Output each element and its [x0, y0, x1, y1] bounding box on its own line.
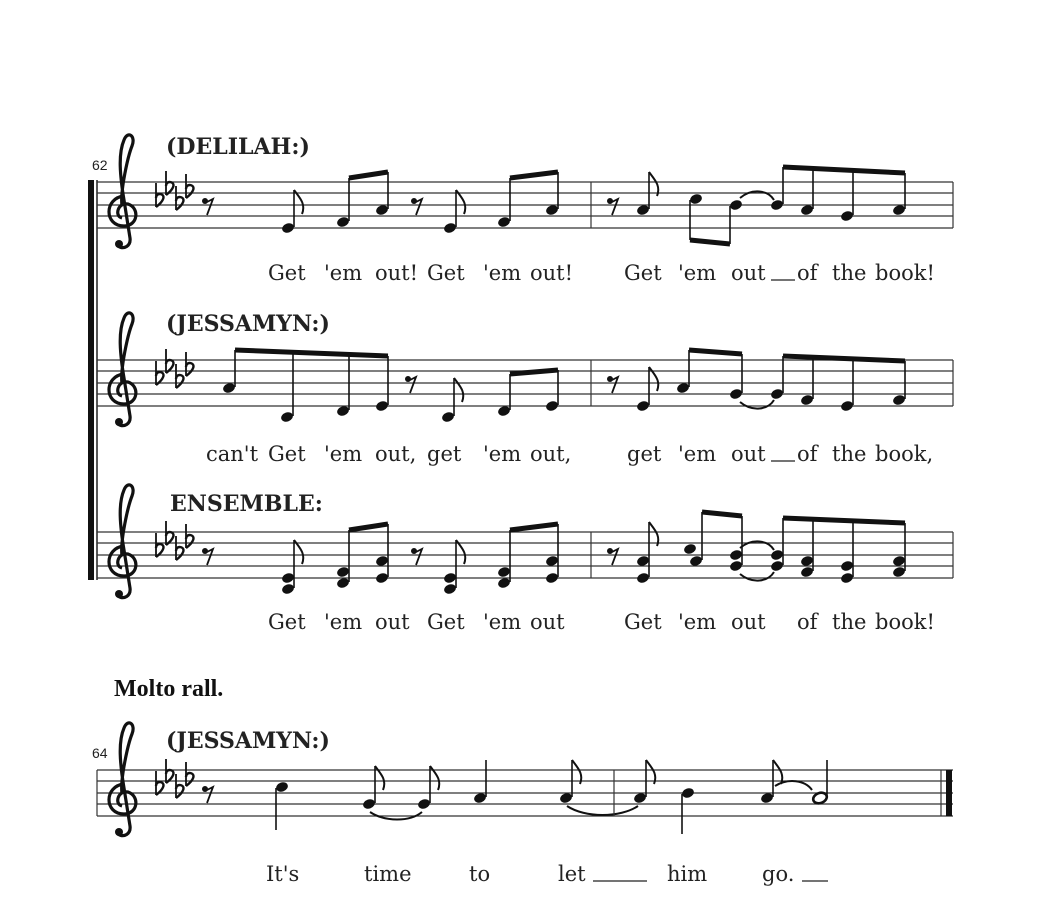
key-signature — [156, 521, 193, 560]
treble-clef-icon — [109, 485, 136, 598]
eighth-rest-icon — [202, 198, 213, 215]
lyrics — [268, 261, 935, 285]
lyrics — [268, 610, 935, 634]
lyric-syllable: book, — [875, 442, 934, 466]
lyric-syllable: Get — [624, 261, 662, 285]
lyric-syllable: of — [797, 610, 818, 634]
lyric-syllable: of — [797, 442, 818, 466]
tempo-marking: Molto rall. — [114, 676, 224, 702]
lyric-syllable: out, — [530, 442, 572, 466]
lyric-syllable: It's — [266, 862, 300, 886]
lyric-syllable: can't — [206, 442, 259, 466]
lyric-syllable: out! — [375, 261, 419, 285]
lyric-syllable: out — [731, 610, 766, 634]
lyric-syllable: Get — [427, 261, 465, 285]
lyric-syllable: to — [469, 862, 491, 886]
lyric-syllable: out — [375, 610, 410, 634]
lyric-syllable: Get — [268, 442, 306, 466]
lyric-syllable: the — [832, 442, 867, 466]
lyric-syllable: 'em — [483, 442, 522, 466]
lyric-syllable: him — [667, 862, 708, 886]
lyric-syllable: go. — [762, 862, 795, 886]
lyric-syllable: 'em — [678, 442, 717, 466]
final-barline — [946, 770, 952, 816]
staff-jessamyn-final — [97, 723, 953, 886]
lyric-syllable: 'em — [678, 261, 717, 285]
lyric-syllable: time — [364, 862, 412, 886]
lyric-syllable: book! — [875, 610, 935, 634]
voice-label: (JESSAMYN:) — [166, 728, 330, 754]
lyric-syllable: let — [558, 862, 586, 886]
lyric-syllable: out — [731, 442, 766, 466]
voice-label: ENSEMBLE: — [170, 491, 323, 517]
lyric-syllable: Get — [624, 610, 662, 634]
lyric-syllable: out! — [530, 261, 574, 285]
lyric-syllable: the — [832, 261, 867, 285]
key-signature — [156, 171, 193, 210]
lyric-syllable: of — [797, 261, 818, 285]
lyric-syllable: book! — [875, 261, 935, 285]
lyrics — [206, 442, 933, 466]
notes — [202, 512, 906, 595]
staff-jessamyn — [97, 311, 953, 466]
notes — [222, 350, 906, 423]
voice-label: (DELILAH:) — [166, 134, 310, 160]
lyric-syllable: 'em — [483, 261, 522, 285]
lyric-syllable: out — [731, 261, 766, 285]
notes — [202, 760, 828, 834]
lyric-syllable: the — [832, 610, 867, 634]
treble-clef-icon — [109, 313, 136, 426]
lyric-syllable: get — [427, 442, 462, 466]
lyric-syllable: Get — [427, 610, 465, 634]
key-signature — [156, 349, 193, 388]
treble-clef-icon — [109, 135, 136, 248]
treble-clef-icon — [109, 723, 136, 836]
lyric-syllable: out, — [375, 442, 417, 466]
lyric-syllable: Get — [268, 610, 306, 634]
lyric-syllable: 'em — [678, 610, 717, 634]
lyric-syllable: 'em — [483, 610, 522, 634]
measure-number: 64 — [92, 745, 108, 761]
lyric-syllable: out — [530, 610, 565, 634]
key-signature — [156, 759, 193, 798]
lyrics — [266, 862, 828, 886]
system-bracket — [88, 180, 94, 580]
staff-ensemble — [97, 485, 953, 634]
measure-number: 62 — [92, 157, 108, 173]
lyric-syllable: 'em — [324, 610, 363, 634]
lyric-syllable: Get — [268, 261, 306, 285]
voice-label: (JESSAMYN:) — [166, 311, 330, 337]
lyric-syllable: get — [627, 442, 662, 466]
lyric-syllable: 'em — [324, 442, 363, 466]
staff-delilah — [97, 134, 953, 285]
lyric-syllable: 'em — [324, 261, 363, 285]
